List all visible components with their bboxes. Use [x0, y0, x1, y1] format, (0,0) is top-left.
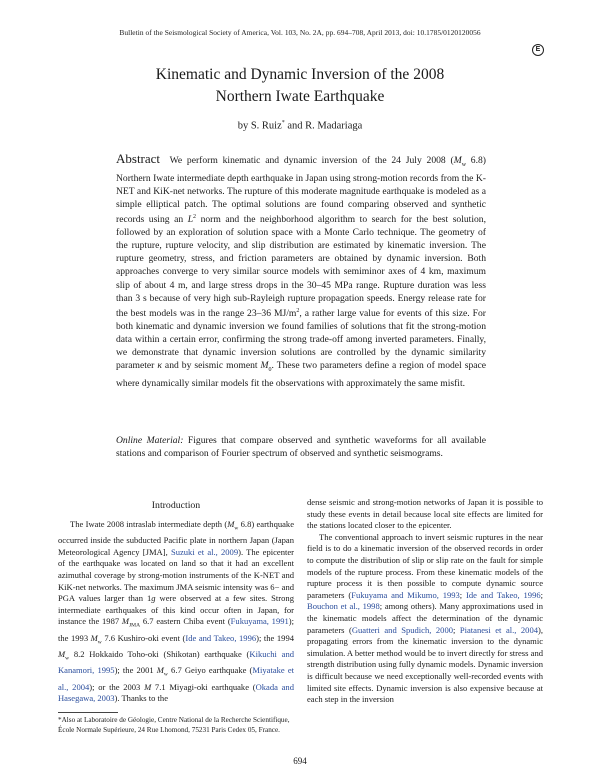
online-material-text: Figures that compare observed and synthetic waveforms for all available stations and comparison of Fourier spectrum of observed and synthetic seismograms.: [116, 435, 486, 460]
title-line-2: Northern Iwate Earthquake: [215, 88, 385, 105]
author-ruiz: by S. Ruiz: [237, 120, 282, 132]
citation-link[interactable]: Miyatake et al., 2004: [58, 665, 295, 692]
section-heading-introduction: Introduction: [151, 500, 201, 511]
author-madariaga: and R. Madariaga: [284, 120, 363, 132]
page-number: 694: [293, 756, 307, 766]
citation-link[interactable]: Kikuchi and Kanamori, 1995: [58, 649, 295, 676]
affiliation-mark: *: [281, 120, 285, 126]
intro-paragraph-1: The Iwate 2008 intraslab intermediate depth ($M_w$ 6.8) earthquake occurred inside the subducted Pacific plate in northern Japan (Japan Meteorological Agency [JMA], Suzuki et al., 2009). The epicenter of the earthquake was located on land so that it had an excellent azimuthal coverage by strong-motion instruments of the K-NET and KiK-net networks. The maximum JMA seismic intensity was 6− and PGA values larger than 1g were observed at a few sites. Strong intermediate earthquakes of this kind occur often in Japan, for instance the 1987 $M_{JMA}$ 6.7 eastern Chiba event (Fukuyama, 1991); the 1993 $M_w$ 7.6 Kushiro-oki event (Ide and Takeo, 1996); the 1994 $M_w$ 8.2 Hokkaido Toho-oki (Shikotan) earthquake (Kikuchi and Kanamori, 1995); the 2001 $M_w$ 6.7 Geiyo earthquake (Miyatake et al., 2004); or the 2003 M 7.1 Miyagi-oki earthquake (Okada and Hasegawa, 2003). Thanks to the: [58, 519, 295, 704]
abstract-label: Abstract: [116, 151, 161, 166]
citation-link[interactable]: Piatanesi et al., 2004: [459, 624, 538, 635]
citation-link[interactable]: Fukuyama and Mikumo, 1993: [351, 589, 460, 600]
online-material: [116, 434, 486, 460]
citation-link[interactable]: Fukuyama, 1991: [230, 616, 289, 627]
intro-paragraph-2: The conventional approach to invert seismic ruptures in the near field is to do a kinematic inversion of the observed records in order to compute the distribution of slip or slip rate on the fault for simple models of the rupture process. From these kinematic models of the rupture process it is then possible to compute dynamic source parameters (Fukuyama and Mikumo, 1993; Ide and Takeo, 1996; Bouchon et al., 1998; among others). Many approximations used in the kinematic models affect the determination of the dynamic parameters (Guatteri and Spudich, 2000; Piatanesi et al., 2004), propagating errors from the kinematic inversion to the dynamic simulation. A better method would be to invert directly for stress and strength distribution using fully dynamic models. Dynamic inversion is difficult because we need exceptionally well-recorded events with limited site effects. Dynamic inversion is also expensive because at each step in the inversion: [307, 531, 543, 705]
citation-link[interactable]: Ide and Takeo, 1996: [466, 589, 541, 600]
citation-link[interactable]: Bouchon et al., 1998: [307, 601, 380, 612]
author-line: [0, 120, 600, 132]
affiliation-footnote: *Also at Laboratoire de Géologie, Centre National de la Recherche Scientifique, École Normale Supérieure, 24 Rue Lhomond, 75231 Paris Cedex 05, France.: [58, 716, 290, 734]
abstract: Abstract We perform kinematic and dynamic inversion of the 24 July 2008 ($M_w$ 6.8) Northern Iwate intermediate depth earthquake in Japan using strong-motion records from the K-NET and KiK-net networks. The rupture of this moderate magnitude earthquake is modeled as a simple elliptical patch. The optimal solutions are found comparing observed and synthetic records using an $L^2$ norm and the neighborhood algorithm to search for the best solution, followed by an exploration of solution space with a Monte Carlo technique. The geometry of the rupture, rupture velocity, and slip distribution are estimated by kinematic inversion. The rupture geometry, stress, and friction parameters are obtained by dynamic inversion. Both approaches converge to very similar source models with semiminor axes of 4 km, maximum slip of about 4 m, and large stress drops in the 30–45 MPa range. Rupture duration was less than 3 s because of very high sub-Rayleigh rupture propagation speeds. Energy release rate for the best models was in the range 23–36 $MJ/m^2$, a rather large value for events of this size. For both kinematic and dynamic inversion we found families of solutions that fit the strong-motion data within a certain error, confirming the strong trade-off among inverted parameters. Finally, we demonstrate that dynamic inversion solutions are controlled by the dynamic similarity parameter κ and by seismic moment $M_0$. These two parameters define a region of model space where dynamically similar models fit the observations with approximately the same misfit.: [116, 151, 487, 389]
title-line-1: Kinematic and Dynamic Inversion of the 2008: [155, 66, 445, 83]
journal-header: Bulletin of the Seismological Society of America, Vol. 103, No. 2A, pp. 694–708, April 2013, doi: 10.1785/0120120056: [119, 28, 481, 37]
citation-link[interactable]: Guatteri and Spudich, 2000: [351, 624, 453, 635]
footnote-rule: [58, 712, 118, 713]
intro-paragraph-1-continued: dense seismic and strong-motion networks of Japan it is possible to study these events in detail because local site effects are limited for the stations located closer to the epicenter.: [307, 497, 543, 531]
paper-title: [0, 64, 600, 108]
citation-link[interactable]: Ide and Takeo, 1996: [185, 632, 257, 643]
citation-link[interactable]: Suzuki et al., 2009: [170, 546, 239, 557]
right-column: [307, 497, 543, 706]
citation-link[interactable]: Okada and Hasegawa, 2003: [58, 681, 294, 704]
online-material-label: Online Material:: [116, 435, 184, 446]
left-column: [58, 519, 294, 705]
electronic-supplement-icon: E: [532, 44, 544, 56]
